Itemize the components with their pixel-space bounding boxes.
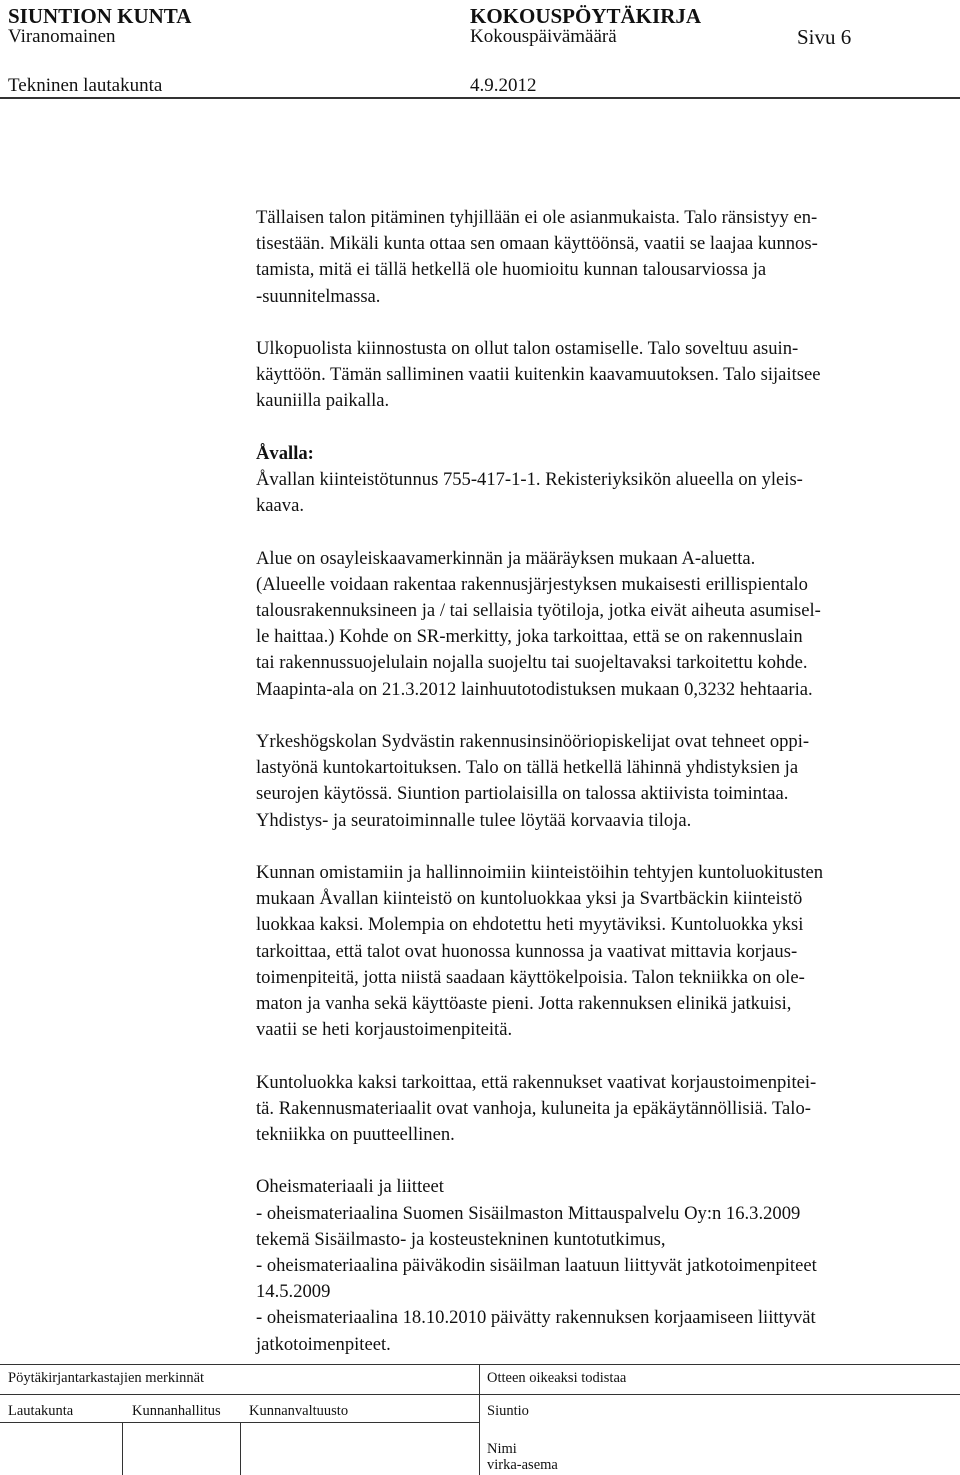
text-line: lastyönä kuntokartoituksen. Talo on tällä hetkellä lähinnä yhdistyksien ja	[256, 757, 799, 779]
footer-divider-2	[240, 1422, 241, 1475]
text-line: Yrkeshögskolan Sydvästin rakennusinsinööriopiskelijat ovat tehneet oppi-	[256, 731, 810, 752]
paragraph-2	[256, 336, 948, 415]
place-label: Siuntio	[487, 1403, 529, 1419]
name-label: Nimi	[487, 1441, 517, 1457]
text-line: Åvallan kiinteistötunnus 755-417-1-1. Rekisteriyksikön alueella on yleis-	[256, 469, 803, 490]
kunnanhallitus-label: Kunnanhallitus	[132, 1403, 221, 1419]
footer-top-rule	[0, 1364, 960, 1365]
lautakunta-label: Lautakunta	[8, 1403, 74, 1419]
text-line: mukaan Åvallan kiinteistö on kuntoluokkaa yksi ja Svartbäckin kiinteistö	[256, 888, 803, 910]
header-rule	[0, 97, 960, 99]
paragraph-5	[256, 729, 948, 834]
footer-divider-main	[479, 1364, 480, 1475]
document-body	[256, 205, 948, 1358]
paragraph-6	[256, 860, 948, 1043]
text-line: Yhdistys- ja seuratoiminnalle tulee löytää korvaavia tiloja.	[256, 809, 692, 831]
text-line: - oheismateriaalina 18.10.2010 päivätty rakennuksen korjaamiseen liittyvät	[256, 1307, 816, 1329]
attachments-heading: Oheismateriaali ja liitteet	[256, 1176, 444, 1198]
text-line: tisestään. Mikäli kunta ottaa sen omaan käyttöönsä, vaatii se laajaa kunnos-	[256, 233, 818, 255]
text-line: Kuntoluokka kaksi tarkoittaa, että rakennukset vaativat korjaustoimenpitei-	[256, 1071, 817, 1093]
text-line: kaava.	[256, 495, 305, 517]
position-label: virka-asema	[487, 1457, 558, 1473]
text-line: käyttöön. Tämän salliminen vaatii kuitenkin kaavamuutoksen. Talo sijaitsee	[256, 364, 821, 386]
text-line: maton ja vanha sekä käyttöaste pieni. Jotta rakennuksen elinikä jatkuisi,	[256, 993, 792, 1015]
text-line: Ulkopuolista kiinnostusta on ollut talon ostamiselle. Talo soveltuu asuin-	[256, 338, 799, 359]
authority-label: Viranomainen	[8, 26, 116, 47]
text-line: 14.5.2009	[256, 1281, 331, 1303]
kunnanvaltuusto-label: Kunnanvaltuusto	[249, 1403, 349, 1419]
text-line: Maapinta-ala on 21.3.2012 lainhuutotodistuksen mukaan 0,3232 hehtaaria.	[256, 678, 813, 700]
footer-mid-rule	[0, 1394, 960, 1395]
text-line: Kunnan omistamiin ja hallinnoimiin kiinteistöihin tehtyjen kuntoluokitusten	[256, 862, 824, 883]
text-line: kauniilla paikalla.	[256, 390, 390, 412]
text-line: tai rakennussuojelulain nojalla suojeltu tai suojeltavaksi tarkoitettu kohde.	[256, 652, 808, 674]
text-line: tamista, mitä ei tällä hetkellä ole huomioitu kunnan talousarviossa ja	[256, 259, 767, 281]
text-line: tekemä Sisäilmasto- ja kosteustekninen kuntotutkimus,	[256, 1228, 666, 1250]
text-line: tarkoittaa, että talot ovat huonossa kunnossa ja vaativat mittavia korjaus-	[256, 940, 798, 962]
municipality-name: SIUNTION KUNTA	[8, 4, 192, 28]
text-line: Tällaisen talon pitäminen tyhjillään ei ole asianmukaista. Talo ränsistyy en-	[256, 207, 818, 228]
meeting-date: 4.9.2012	[470, 75, 537, 96]
text-line: - oheismateriaalina päiväkodin sisäilman laatuun liittyvät jatkotoimenpiteet	[256, 1255, 817, 1277]
text-line: vaatii se heti korjaustoimenpiteitä.	[256, 1019, 513, 1041]
paragraph-1	[256, 205, 948, 310]
text-line: - oheismateriaalina Suomen Sisäilmaston Mittauspalvelu Oy:n 16.3.2009	[256, 1202, 801, 1224]
text-line: -suunnitelmassa.	[256, 285, 381, 307]
text-line: luokkaa kaksi. Molempia on ehdotettu heti myytäviksi. Kuntoluokka yksi	[256, 914, 804, 936]
paragraph-3	[256, 467, 948, 519]
attachments-section	[256, 1174, 948, 1357]
text-line: jatkotoimenpiteet.	[256, 1333, 391, 1355]
text-line: talousrakennuksineen ja / tai sellaisia työtiloja, jotka eivät aiheuta asumisel-	[256, 600, 821, 621]
footer-box	[0, 1364, 960, 1475]
board-name: Tekninen lautakunta	[8, 75, 163, 96]
text-line: (Alueelle voidaan rakentaa rakennusjärjestyksen mukaisesti erillispientalo	[256, 573, 808, 595]
text-line: toimenpiteitä, jotta niistä saadaan käyttökelpoisia. Talon tekniikka on ole-	[256, 966, 805, 988]
certified-label: Otteen oikeaksi todistaa	[487, 1370, 627, 1386]
paragraph-7	[256, 1070, 948, 1149]
text-line: tä. Rakennusmateriaalit ovat vanhoja, kuluneita ja epäkäytännöllisiä. Talo-	[256, 1097, 811, 1119]
checkers-label: Pöytäkirjantarkastajien merkinnät	[8, 1370, 205, 1386]
footer-divider-1	[122, 1422, 123, 1475]
document-type: KOKOUSPÖYTÄKIRJA	[470, 4, 702, 28]
text-line: tekniikka on puutteellinen.	[256, 1124, 455, 1146]
text-line: seurojen käytössä. Siuntion partiolaisilla on talossa aktiivista toimintaa.	[256, 783, 789, 805]
paragraph-4	[256, 546, 948, 703]
meeting-date-label: Kokouspäivämäärä	[470, 26, 617, 47]
text-line: Alue on osayleiskaavamerkinnän ja määräyksen mukaan A-aluetta.	[256, 547, 756, 569]
section-heading-avalla: Åvalla:	[256, 442, 314, 464]
text-line: le haittaa.) Kohde on SR-merkitty, joka tarkoittaa, että se on rakennuslain	[256, 626, 803, 648]
page-number: Sivu 6	[797, 25, 852, 49]
